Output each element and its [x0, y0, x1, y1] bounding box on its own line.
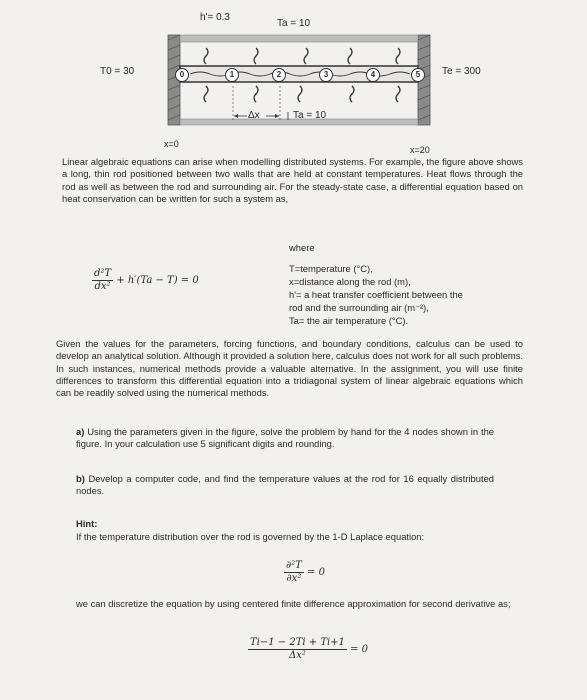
- fd-numerator: Ti−1 − 2Ti + Ti+1: [250, 637, 345, 648]
- part-a: [76, 426, 494, 451]
- node-2: [272, 68, 286, 82]
- hint-title: Hint:: [76, 518, 98, 529]
- t0-label: T0 = 30: [100, 66, 135, 77]
- finite-difference-equation: [248, 637, 368, 662]
- fraction-denominator: dx²: [94, 281, 111, 292]
- fd-denominator: Δx²: [289, 650, 306, 661]
- laplace-rest: = 0: [307, 567, 325, 578]
- laplace-fraction: [284, 560, 304, 585]
- rod: [180, 66, 421, 82]
- x20-label: x=20: [410, 145, 430, 155]
- node-3: [319, 68, 333, 82]
- ta-bottom-label: Ta = 10: [293, 110, 327, 121]
- intro-paragraph: Linear algebraic equations can arise when modelling distributed systems. For example, the figure above shows a long, thin rod positioned between two walls that are held at constant temperatures. Heat flows through the rod as well as between the rod and surrounding air. For the steady-state case, a differential equation based on heat conservation can be written for such a system as,: [62, 156, 523, 204]
- node-0: [175, 68, 189, 82]
- given-paragraph: Given the values for the parameters, forcing functions, and boundary conditions, calculus can be used to develop an analytical solution. Although it provided a solution here, calculus does not work for all such problems. In such instances, numerical methods provide a valuable alternative. In the assignment, you will use finite differences to transform this differential equation into a tridiagonal system of linear algebraic equations which can be readily solved using the numerical methods.: [56, 338, 523, 399]
- part-b-label: b): [76, 473, 85, 484]
- hint-text: If the temperature distribution over the rod is governed by the 1-D Laplace equation:: [76, 531, 425, 542]
- part-b-text: Develop a computer code, and find the temperature values at the rod for 16 equally distributed nodes.: [76, 473, 494, 497]
- laplace-equation: [284, 560, 325, 585]
- fraction-numerator: d²T: [94, 268, 112, 279]
- where-line-4: Ta= the air temperature (°C).: [289, 315, 409, 326]
- node-4-label: 4: [370, 70, 376, 79]
- node-0-label: 0: [179, 70, 185, 79]
- dx-label: Δx: [248, 110, 260, 121]
- fd-fraction: [248, 637, 347, 662]
- node-2-label: 2: [276, 70, 282, 79]
- equation-rest: + h′(Ta − T) = 0: [116, 275, 199, 286]
- where-line-1: x=distance along the rod (m),: [289, 276, 411, 287]
- fd-rest: = 0: [350, 644, 369, 655]
- laplace-numerator: ∂²T: [286, 560, 302, 571]
- top-strip: [180, 35, 418, 42]
- node-1-label: 1: [229, 70, 235, 79]
- laplace-denominator: ∂x²: [286, 573, 302, 584]
- node-3-label: 3: [323, 70, 329, 79]
- node-1: [225, 68, 239, 82]
- part-b: [76, 473, 494, 498]
- node-4: [366, 68, 380, 82]
- te-label: Te = 300: [442, 66, 481, 77]
- h-prime-label: h'= 0.3: [200, 12, 230, 23]
- part-a-text: Using the parameters given in the figure, solve the problem by hand for the 4 nodes shown in the figure. In your calculation use 5 significant digits and rounding.: [76, 426, 494, 450]
- x0-label: x=0: [164, 139, 179, 149]
- where-line-3: rod and the surrounding air (m⁻²),: [289, 302, 429, 313]
- discretize-text: we can discretize the equation by using centered finite difference approximation for second derivative as;: [76, 598, 511, 609]
- ta-top-label: Ta = 10: [277, 18, 311, 29]
- where-line-0: T=temperature (°C),: [289, 263, 373, 274]
- node-5: [411, 68, 425, 82]
- where-line-2: h'= a heat transfer coefficient between the: [289, 289, 463, 300]
- second-derivative-fraction: [92, 268, 113, 293]
- governing-equation: [92, 268, 199, 293]
- where-title: where: [289, 242, 315, 253]
- part-a-label: a): [76, 426, 85, 437]
- node-5-label: 5: [415, 70, 421, 79]
